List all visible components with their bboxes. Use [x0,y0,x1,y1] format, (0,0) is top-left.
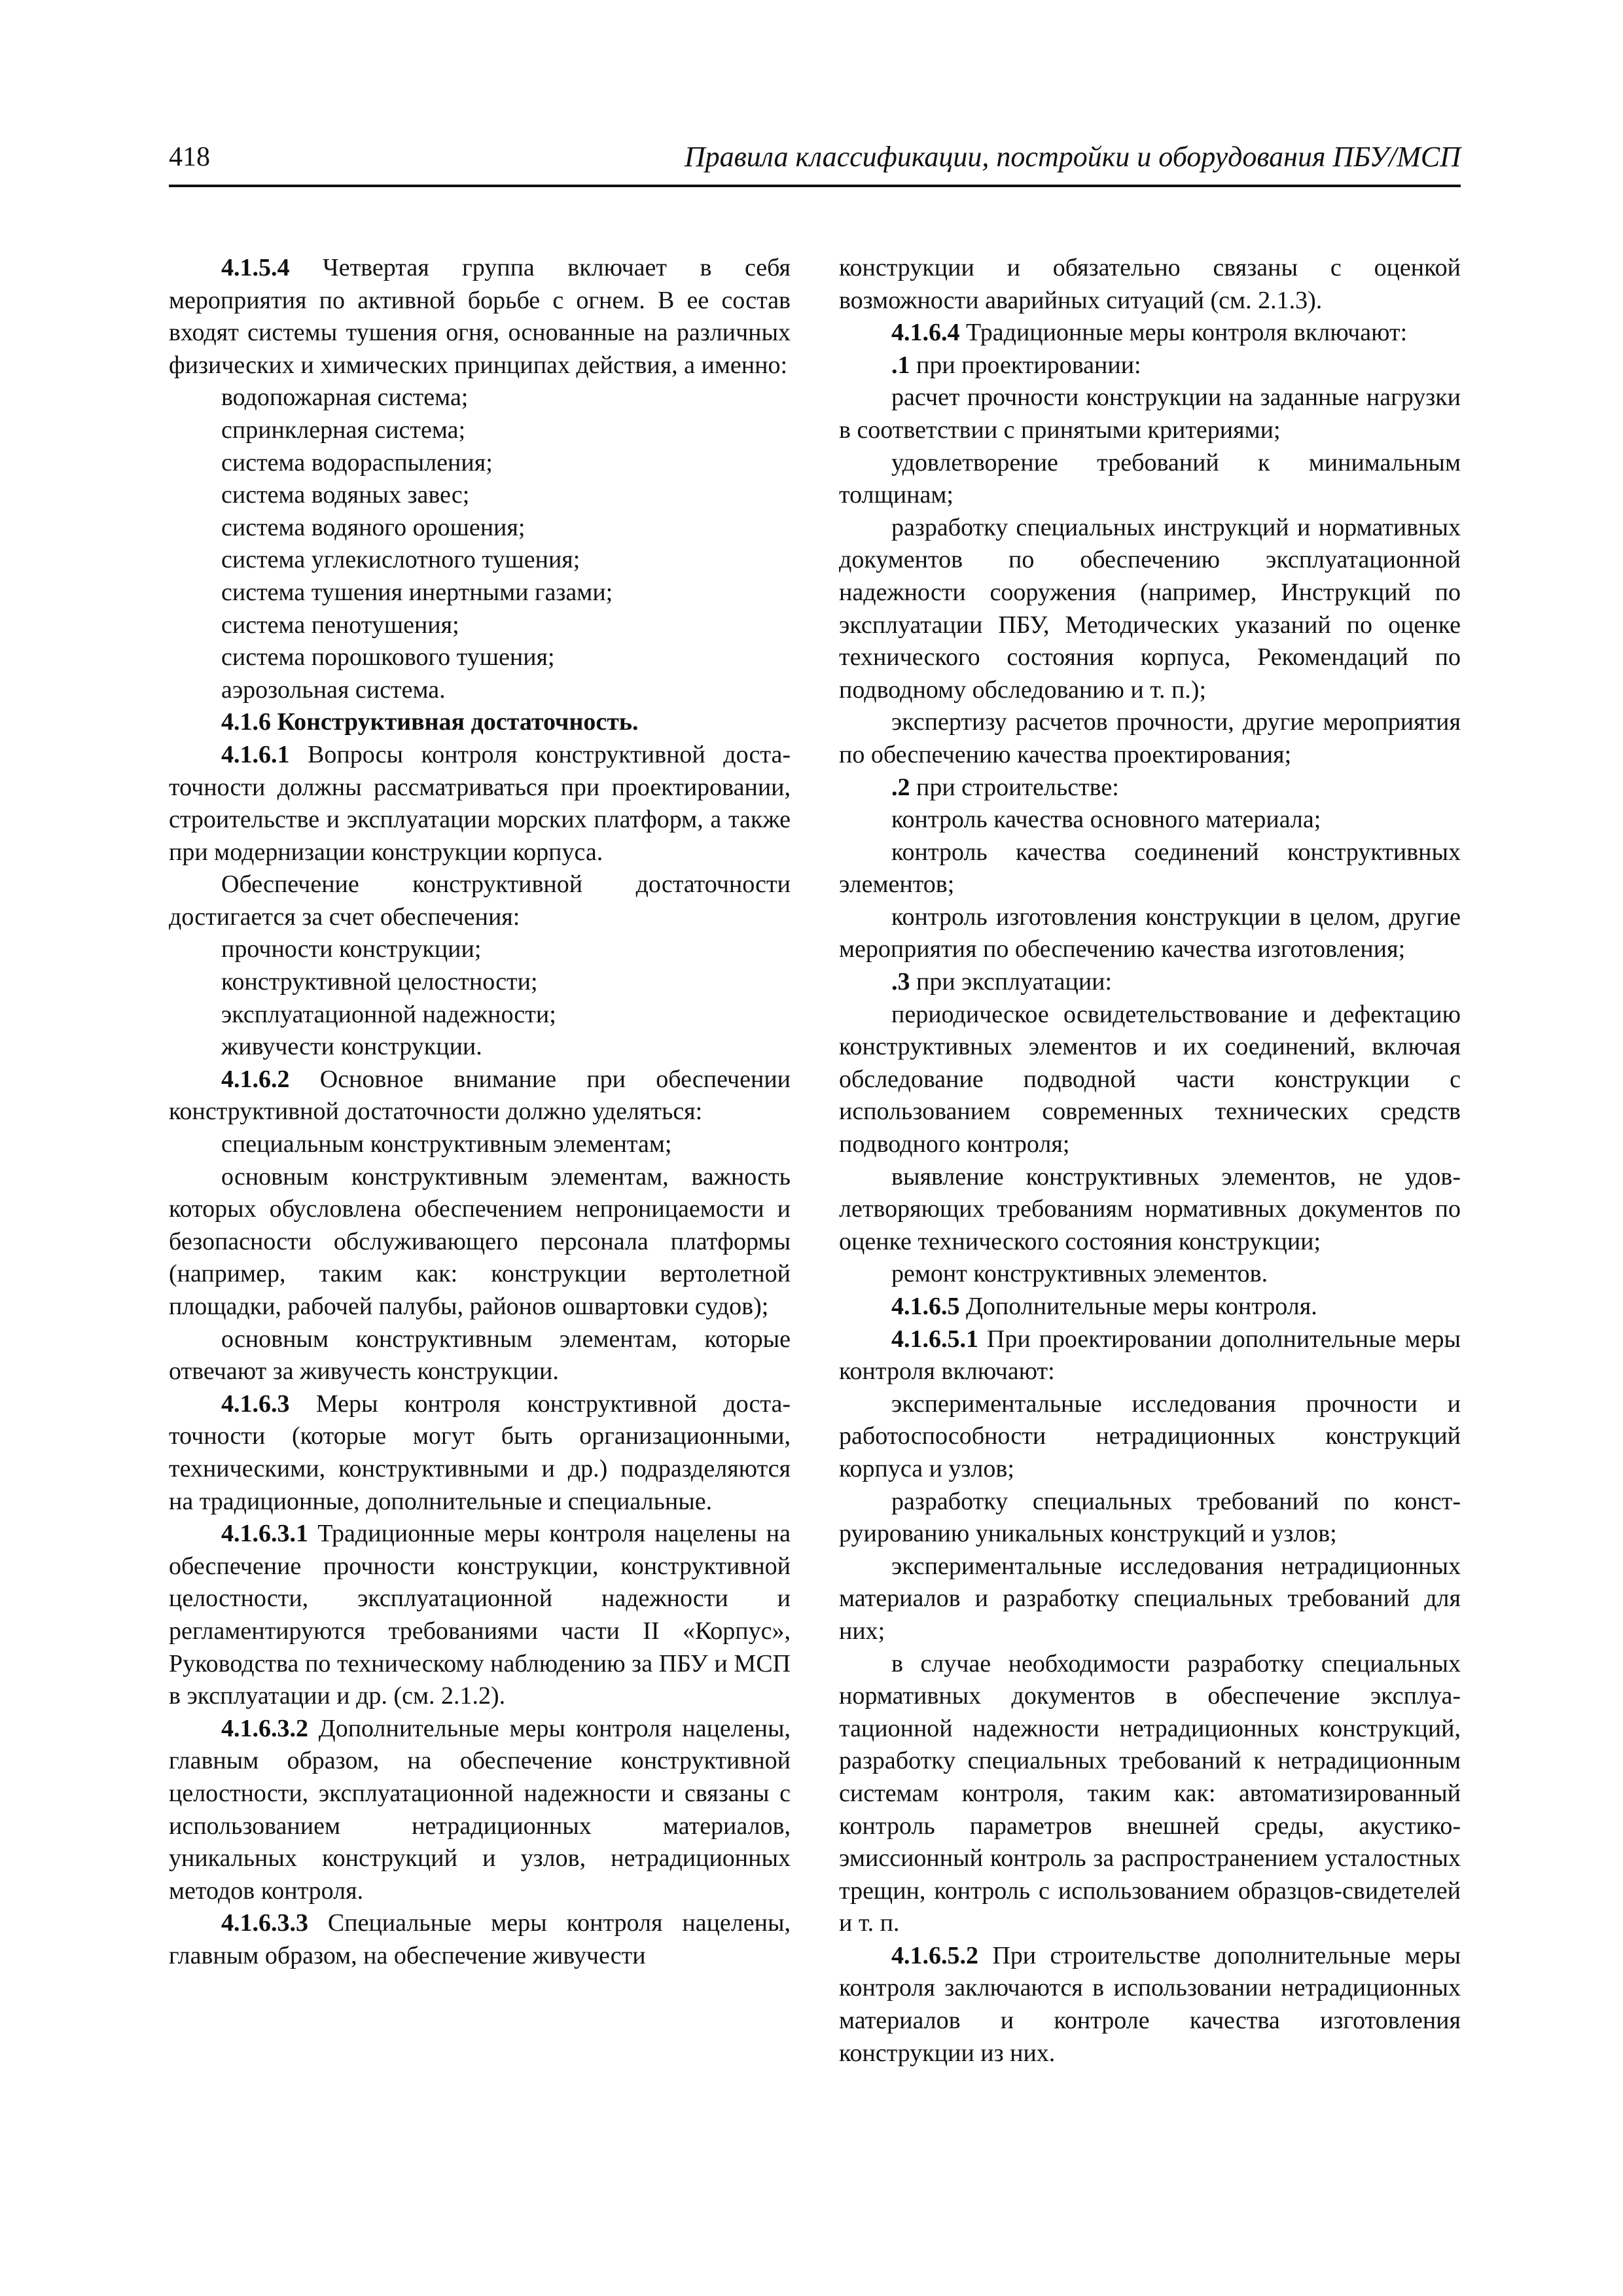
clause-number: 4.1.6.1 [221,740,290,768]
paragraph-4-1-5-4 [169,252,791,382]
paragraph-continuation: конструкции и обязательно связаны с оценкой возможности аварийных ситуаций (см. 2.1.3). [839,254,1461,314]
paragraph-4-1-6-1 [169,739,791,869]
section-heading [169,706,791,739]
clause-number: 4.1.6.3.1 [221,1520,308,1548]
list-item: спринклерная система; [221,416,466,444]
list-item: прочности конструкции; [221,935,482,963]
paragraph-text: Меры контроля конструктивной достаточности (которые могут быть организационными, техническими, конструктивными и др.) подразделяются на традиционные, дополнительные и специальные. [169,1390,791,1515]
list-item: конструктивной целостности; [221,968,538,996]
paragraph-4-1-6-5-2 [839,1940,1461,2070]
paragraph: разработку специальных инструкций и нормативных документов по обеспечению эксплуатационной надежности сооружения (например, Инструкций по эксплуатации ПБУ, Методических указаний по оценке технического состояния корпуса, Рекомендаций по подводному обследованию и т. п.); [839,513,1461,704]
paragraph: основным конструктивным элементам, важность которых обусловлена обеспечением непроницаемости и безопасности обслуживающего персонала платформы (например, таким как: конструкции вертолетной площадки, рабочей палубы, районов ошвартовки судов); [169,1162,791,1320]
paragraph-text: Дополнительные меры контроля. [966,1293,1317,1320]
right-column [839,252,1461,2070]
page-number: 418 [169,142,210,172]
paragraph-4-1-6-2 [169,1064,791,1128]
paragraph: выявление конструктивных элементов, не удовлетворяющих требованиям нормативных документов по оценке технического состояния конструкции; [839,1162,1461,1255]
paragraph-text: Четвертая группа включает в себя мероприятия по активной борьбе с огнем. В ее состав входят системы тушения огня, основанные на различных физических и химических принципах действия, а именно: [169,254,791,379]
clause-number: 4.1.6.4 [891,319,960,347]
paragraph: экспертизу расчетов прочности, другие мероприятия по обеспечению качества проектирования; [839,708,1461,768]
clause-number: 4.1.6.5 [891,1293,960,1320]
paragraph-text: Дополнительные меры контроля нацелены, главным образом, на обеспечение конструктивной целостности, эксплуатационной надежности и связаны с использованием нетрадиционных материалов, уникальных конструкций и узлов, нетрадиционных методов контроля. [169,1714,791,1905]
clause-number: 4.1.6.3 [221,1390,290,1418]
paragraph: ремонт конструктивных элементов. [891,1260,1268,1288]
subitem-3 [839,966,1461,999]
list-item: система водяных завес; [221,481,470,509]
list-item: водопожарная система; [221,384,469,412]
list-item: система порошкового тушения; [221,643,555,672]
list-item: система тушения инертными газами; [221,578,613,606]
list-item: система углекислотного тушения; [221,546,580,574]
paragraph-text: При проектировании дополнительные меры контроля включают: [839,1325,1461,1386]
paragraph-text: Традиционные меры контроля нацелены на обеспечение прочности конструкции, конструктивной целостности, эксплуатационной надежности и регламентируются требованиями части II «Корпус», Руководства по техническому наблюдению за ПБУ и МСП в эксплуатации и др. (см. 2.1.2). [169,1520,791,1710]
subitem-1 [839,350,1461,382]
paragraph-4-1-6-3 [169,1388,791,1518]
subitem-number: .3 [891,968,910,996]
paragraph-text: Вопросы контроля конструктивной достаточности должны рассматриваться при проектировании, строительстве и эксплуатации морских платформ, а также при модернизации конструкции корпуса. [169,740,791,866]
paragraph: удовлетворение требований к минимальным толщинам; [839,448,1461,509]
clause-number: 4.1.6.3.3 [221,1909,308,1937]
subitem-number: .2 [891,773,910,801]
paragraph: в случае необходимости разработку специальных нормативных документов в обеспечение эксплуатационной надежности нетрадиционных конструкций, разработку специальных требований к нетрадиционным системам контроля, таким как: автоматизированный контроль параметров внешней среды, акустико-эмиссионный контроль за распространением усталостных трещин, контроль с использованием образцов-свидетелей и т. п. [839,1649,1461,1937]
paragraph-text: при эксплуатации: [916,968,1113,996]
list-item: живучести конструкции. [221,1033,482,1061]
paragraph: экспериментальные исследования прочности и работоспособности нетрадиционных конструкций корпуса и узлов; [839,1390,1461,1482]
list-item: система водораспыления; [221,448,493,476]
paragraph: основным конструктивным элементам, которые отвечают за живучесть конструкции. [169,1325,791,1386]
left-column [169,252,791,1972]
paragraph-text: Специальные меры контроля нацелены, главным образом, на обеспечение живучести [169,1909,791,1969]
list-item: эксплуатационной надежности; [221,1000,556,1028]
paragraph-4-1-6-3-3 [169,1907,791,1972]
clause-number: 4.1.5.4 [221,254,290,281]
paragraph-4-1-6-5-1 [839,1323,1461,1388]
paragraph-4-1-6-5 [839,1291,1461,1323]
clause-number: 4.1.6.3.2 [221,1714,308,1742]
paragraph-text: при строительстве: [916,773,1119,801]
paragraph: контроль качества основного материала; [891,806,1321,834]
subitem-2 [839,772,1461,804]
clause-number: 4.1.6.2 [221,1065,290,1093]
paragraph-4-1-6-4 [839,317,1461,350]
list-item: система водяного орошения; [221,513,526,541]
paragraph-text: при проектировании: [916,351,1141,379]
clause-number: 4.1.6.5.2 [891,1941,978,1969]
paragraph: периодическое освидетельствование и дефектацию конструктивных элементов и их соединений, включая обследование подводной части конструкции с использованием современных технических средств подводного контроля; [839,1000,1461,1158]
paragraph-4-1-6-3-1 [169,1518,791,1713]
clause-number: 4.1.6.5.1 [891,1325,978,1353]
paragraph: Обеспечение конструктивной достаточности достигается за счет обеспечения: [169,870,791,931]
paragraph: контроль изготовления конструкции в целом, другие мероприятия по обеспечению качества изготовления; [839,903,1461,963]
section-heading-text: 4.1.6 Конструктивная достаточность. [221,708,639,736]
paragraph: контроль качества соединений конструктивных элементов; [839,838,1461,899]
paragraph-4-1-6-3-2 [169,1713,791,1908]
list-item: система пенотушения; [221,611,459,639]
paragraph-text: Основное внимание при обеспечении конструктивной достаточности должно уделяться: [169,1065,791,1126]
paragraph: расчет прочности конструкции на заданные нагрузки в соответствии с принятыми критериями; [839,384,1461,444]
paragraph: разработку специальных требований по конструированию уникальных конструкций и узлов; [839,1487,1461,1548]
page-header [169,135,1461,187]
paragraph-text: Традиционные меры контроля включают: [966,319,1408,347]
paragraph: специальным конструктивным элементам; [221,1130,672,1158]
running-title: Правила классификации, постройки и оборудования ПБУ/МСП [684,141,1461,173]
subitem-number: .1 [891,351,910,379]
paragraph: экспериментальные исследования нетрадиционных материалов и разработку специальных требований для них; [839,1552,1461,1645]
list-item: аэрозольная система. [221,675,446,704]
paragraph-text: При строительстве дополнительные меры контроля заключаются в использовании нетрадиционных материалов и контроле качества изготовления конструкции из них. [839,1941,1461,2067]
